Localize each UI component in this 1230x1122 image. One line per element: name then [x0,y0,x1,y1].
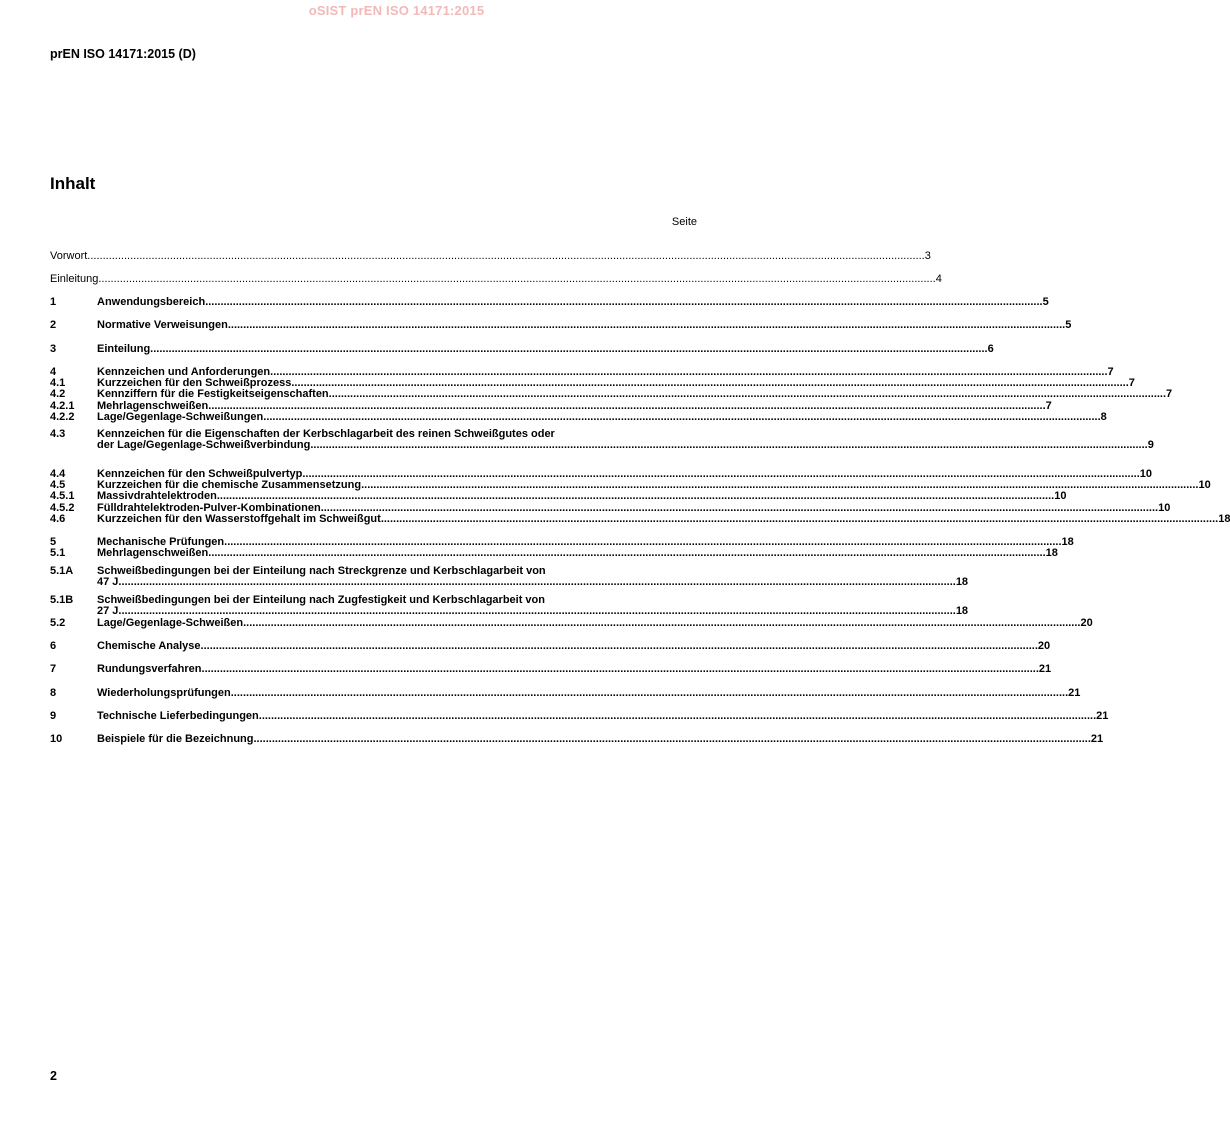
toc-entry[interactable] [50,733,1104,745]
toc-entry-text-wrap [97,389,1166,400]
toc-entry-title: Technische Lieferbedingungen [97,710,259,722]
toc-entry-number: 7 [50,663,57,675]
toc-entry[interactable] [50,565,969,588]
toc-leader-dots [205,297,1042,308]
toc-entry-number: 5.1B [50,594,74,606]
toc-entry-line [50,411,1107,423]
toc-entry-page: 21 [1090,733,1104,745]
toc-entry-title: Wiederholungsprüfungen [97,687,231,699]
toc-entry-number: 4.1 [50,377,66,389]
toc-entry-page: 4 [935,273,942,285]
toc-entry-line [50,605,969,617]
toc-entry-number: 5.1 [50,547,66,559]
toc-entry-title: 27 J [97,605,119,617]
watermark: oSIST prEN ISO 14171:2015 [308,3,485,18]
toc-entry-text-wrap [97,440,1148,451]
toc-entry-title: Lage/Gegenlage-Schweißungen [97,411,264,423]
toc-entry-page: 7 [1045,400,1052,412]
toc-entry-title: Kennzeichen und Anforderungen [97,366,271,378]
toc-entry-line [50,710,1109,722]
toc-entry-title: Beispiele für die Bezeichnung [97,733,254,745]
toc-entry-page: 9 [1147,439,1154,451]
toc-entry-line [50,547,1058,559]
toc-leader-dots [208,548,1045,559]
toc-entry[interactable] [50,490,1067,502]
toc-entry-title: Kurzzeichen für den Schweißprozess [97,377,292,389]
toc-entry-text-wrap [97,734,1091,745]
toc-entry[interactable] [50,428,1154,451]
toc-entry-text-wrap [97,514,1218,525]
toc-entry-number: 2 [50,319,57,331]
toc-entry-line [50,617,1093,629]
toc-entry-page: 8 [1100,411,1107,423]
toc-entry-page: 10 [1054,490,1067,502]
toc-entry-title: Mehrlagenschweißen [97,547,209,559]
toc-entry-number: 4 [50,366,57,378]
toc-entry[interactable] [50,513,1230,525]
toc-entry-page: 18 [955,605,969,617]
toc-entry[interactable] [50,617,1093,629]
toc-entry[interactable] [50,319,1072,331]
toc-entry-title: Massivdrahtelektroden [97,490,217,502]
toc-entry[interactable] [50,388,1173,400]
toc-entry-text-wrap [97,491,1054,502]
toc-leader-dots [150,344,987,355]
toc-entry-number: 4.2.1 [50,400,75,412]
toc-leader-dots [201,641,1038,652]
toc-entry[interactable] [50,343,994,355]
toc-entry-page: 7 [1107,366,1114,378]
toc-entry-title: Mechanische Prüfungen [97,536,225,548]
toc-entry-page: 10 [1158,502,1171,514]
toc-entry-title: Fülldrahtelektroden-Pulver-Kombinationen [97,502,321,514]
toc-entry[interactable] [50,687,1081,699]
toc-entry-line [50,296,1049,308]
toc-entry[interactable] [50,411,1107,423]
toc-entry-number: 4.6 [50,513,66,525]
toc-entry-title: Kennziffern für die Festigkeitseigenschaften [97,388,329,400]
toc-entry-number: 9 [50,710,57,722]
toc-entry-title: Rundungsverfahren [97,663,202,675]
toc-entry-title: 47 J [97,576,119,588]
toc-entry-number: 6 [50,640,57,652]
toc-entry-title: Einteilung [97,343,151,355]
toc-entry-number: 4.3 [50,428,66,440]
toc-entry-number: 4.5 [50,479,66,491]
toc-entry-text-wrap [97,641,1038,652]
toc-entry-title: Lage/Gegenlage-Schweißen [97,617,244,629]
toc-entry-text-wrap [97,711,1096,722]
toc-entry-page: 20 [1037,640,1051,652]
toc-entry-page: 7 [1128,377,1135,389]
toc-entry-number: 5.2 [50,617,66,629]
toc-entry-text-wrap [97,664,1039,675]
toc-leader-dots [310,440,1147,451]
toc-entry-title-first-line: Kennzeichen für die Eigenschaften der Kerbschlagarbeit des reinen Schweißgutes oder [97,428,555,440]
toc-entry[interactable] [50,250,931,262]
toc-entry[interactable] [50,640,1051,652]
toc-entry-number: 5 [50,536,57,548]
toc-entry-number: 5.1A [50,565,74,577]
toc-entry-line [50,663,1052,675]
toc-leader-dots [329,389,1166,400]
toc-entry-title: Kurzzeichen für den Wasserstoffgehalt im Schweißgut [97,513,381,525]
toc-entry[interactable] [50,273,942,285]
toc-entry-title: Chemische Analyse [97,640,201,652]
toc-entry-number: 10 [50,733,63,745]
toc-leader-dots [228,320,1065,331]
toc-leader-dots [118,577,955,588]
toc-entry-page: 21 [1096,710,1109,722]
toc-leader-dots [381,514,1218,525]
toc-page-column-label: Seite [671,216,697,228]
toc-entry[interactable] [50,663,1052,675]
toc-entry-number: 4.5.1 [50,490,75,502]
toc-entry-page: 18 [955,576,969,588]
toc-leader-dots [243,618,1080,629]
toc-entry[interactable] [50,594,969,617]
toc-entry-title: Anwendungsbereich [97,296,206,308]
toc-entry-page: 3 [924,250,931,262]
toc-entry-number: 1 [50,296,57,308]
toc-leader-dots [118,606,955,617]
toc-entry-number: 4.4 [50,468,66,480]
toc-entry-text-wrap [97,548,1046,559]
toc-entry-page: 10 [1198,479,1211,491]
toc-leader-dots [259,711,1096,722]
toc-leader-dots [263,412,1100,423]
toc-entry-line [50,439,1154,451]
page-number: 2 [50,1069,57,1083]
toc-entry-page: 5 [1065,319,1072,331]
toc-entry[interactable] [50,710,1109,722]
toc-entry-line [50,388,1173,400]
toc-entry-page: 20 [1080,617,1093,629]
toc-entry-text-wrap [97,344,988,355]
toc-leader-dots [87,251,924,262]
toc-entry-line [50,250,931,262]
toc-entry-title: Vorwort [50,250,88,262]
toc-entry-page: 21 [1068,687,1081,699]
toc-entry-line [50,343,994,355]
toc-entry-title: Kennzeichen für den Schweißpulvertyp [97,468,303,480]
toc-entry-line [50,640,1051,652]
toc-entry-page: 18 [1061,536,1074,548]
toc-entry-number: 4.2.2 [50,411,75,423]
toc-leader-dots [202,664,1039,675]
toc-entry-title: Mehrlagenschweißen [97,400,209,412]
toc-leader-dots [217,491,1054,502]
toc-entry-text-wrap [97,606,956,617]
toc-leader-dots [253,734,1090,745]
toc-entry-number: 3 [50,343,57,355]
toc-entry-text-wrap [50,251,925,262]
toc-entry-text-wrap [97,297,1043,308]
toc-entry-line [50,576,969,588]
toc-entry-line [50,490,1067,502]
toc-entry-text-wrap [97,688,1068,699]
toc-entry[interactable] [50,296,1049,308]
toc-entry-text-wrap [97,412,1101,423]
toc-entry-page: 5 [1042,296,1049,308]
toc-entry-title: Normative Verweisungen [97,319,228,331]
toc-entry-title-first-line: Schweißbedingungen bei der Einteilung nach Streckgrenze und Kerbschlagarbeit von [97,565,546,577]
toc-leader-dots [98,274,935,285]
toc-entry[interactable] [50,547,1058,559]
toc-entry-title-first-line: Schweißbedingungen bei der Einteilung nach Zugfestigkeit und Kerbschlagarbeit von [97,594,545,606]
toc-entry-page: 18 [1045,547,1058,559]
toc-entry-title: Kurzzeichen für die chemische Zusammensetzung [97,479,362,491]
toc-entry-page: 21 [1038,663,1052,675]
toc-entry-line [50,513,1230,525]
toc-entry-line [50,273,942,285]
toc-entry-number: 4.5.2 [50,502,75,514]
toc-entry-page: 18 [1218,513,1230,525]
document-id-header: prEN ISO 14171:2015 (D) [50,47,196,61]
toc-entry-text-wrap [50,274,936,285]
toc-title: Inhalt [50,174,96,193]
toc-entry-page: 7 [1166,388,1173,400]
toc-entry-line [50,319,1072,331]
toc-leader-dots [231,688,1068,699]
toc-entry-page: 10 [1139,468,1153,480]
toc-entry-line [50,687,1081,699]
toc-entry-title: der Lage/Gegenlage-Schweißverbindung [97,439,311,451]
toc-entry-text-wrap [97,320,1065,331]
toc-entry-text-wrap [97,577,956,588]
toc-entry-number: 8 [50,687,57,699]
toc-entry-text-wrap [97,618,1080,629]
toc-entry-line [50,733,1104,745]
toc-entry-page: 6 [987,343,994,355]
toc-entry-number: 4.2 [50,388,66,400]
toc-entry-title: Einleitung [50,273,99,285]
